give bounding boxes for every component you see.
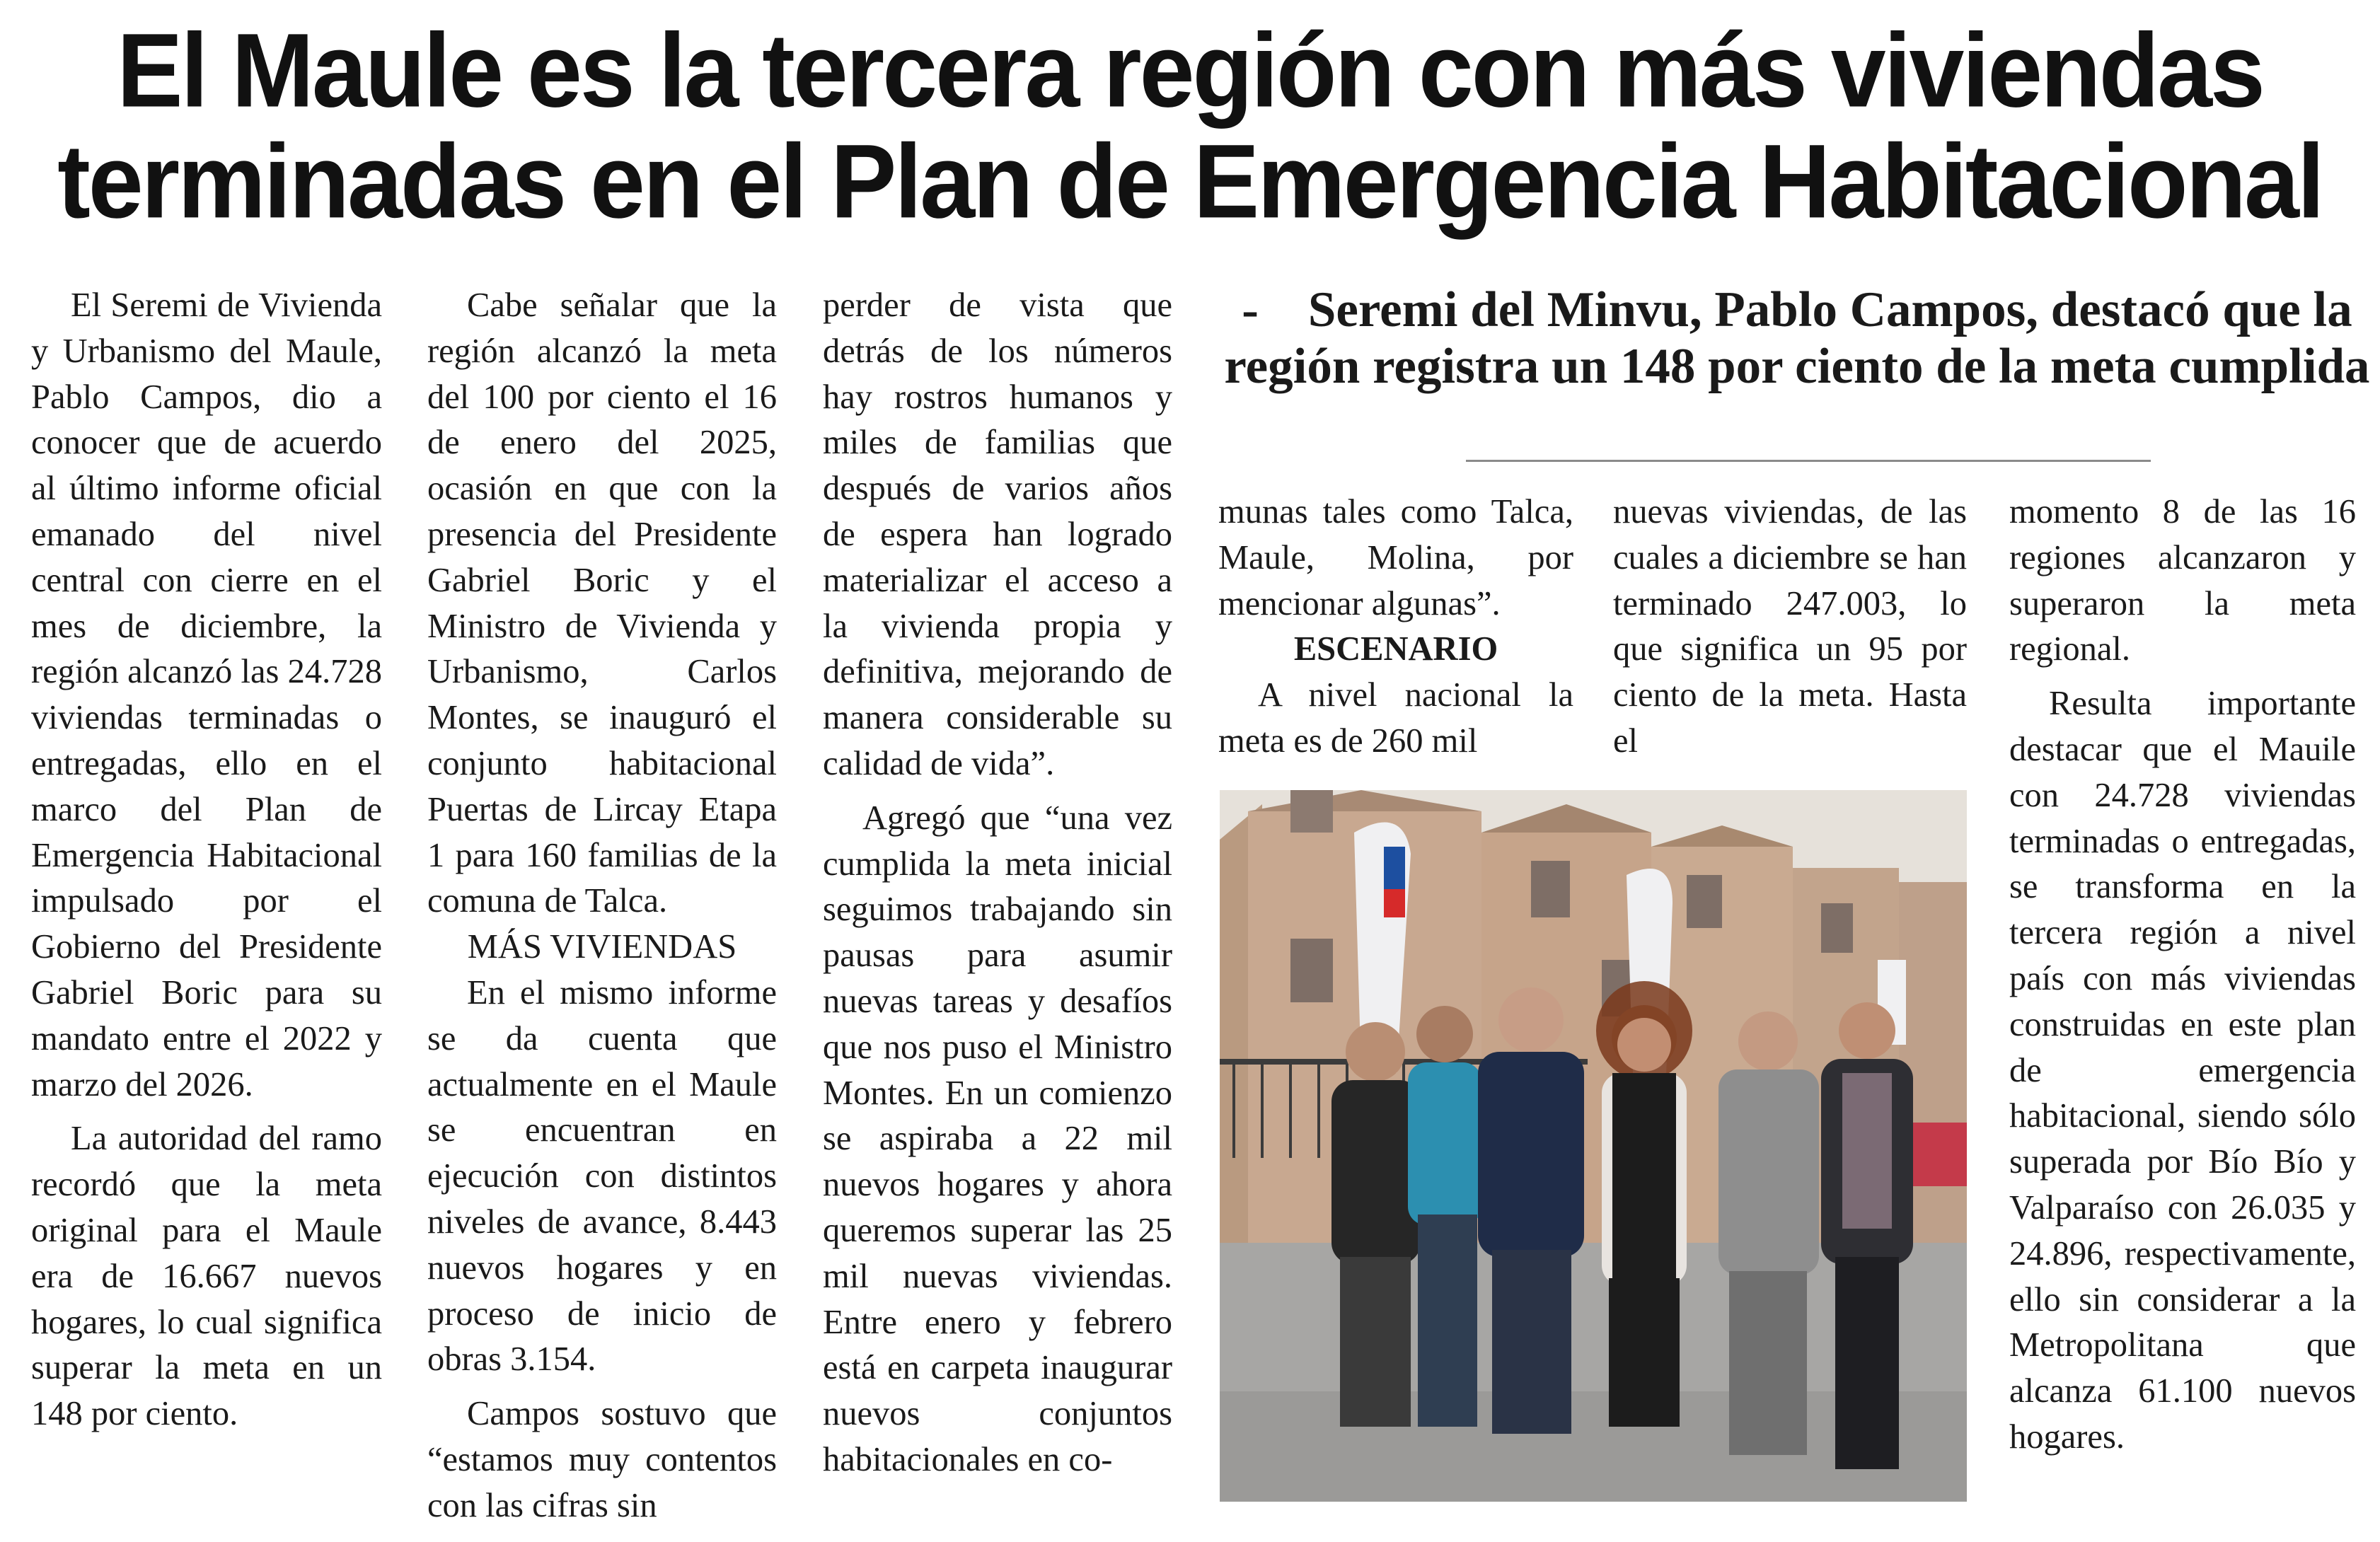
deck-dash: - [1242,282,1259,337]
paragraph-5: Campos sostuvo que “estamos muy contentos con las cifras sin [427,1395,777,1524]
column-1 [31,283,382,1437]
paragraph-11: momento 8 de las 16 regiones alcanzaron y superaron la meta regional. [2009,493,2356,668]
column-5 [1613,489,1967,765]
paragraph-7: Agregó que “una vez cumplida la meta inicial seguimos trabajando sin pausas para asumir nuevas tareas y desafíos que nos puso el Ministro Montes. En un comienzo se aspiraba a 22 mil nuevos hogares y ahora queremos superar las 25 mil nuevas viviendas. Entre enero y febrero está en carpeta inaugurar nuevos conjuntos habitacionales en co- [823,799,1172,1478]
paragraph-4: En el mismo informe se da cuenta que actualmente en el Maule se encuentran en ejecución con distintos niveles de avance, 8.443 nuevos hogares y en proceso de inicio de obras 3.154. [427,973,777,1379]
deck-text: Seremi del Minvu, Pablo Campos, destacó que la región registra un 148 por ciento de la meta cumplida [1224,282,2370,394]
paragraph-8: munas tales como Talca, Maule, Molina, por mencionar algunas”. [1218,493,1573,622]
column-3 [823,283,1172,1483]
paragraph-12: Resulta importante destacar que el Mauile con 24.728 viviendas terminadas o entregadas, se transforma en la tercera región a nivel país con más viviendas construidas en este plan de emergencia habitacional, siendo sólo superada por Bío Bío y Valparaíso con 26.035 y 24.896, respectivamente, ello sin considerar a la Metropolitana que alcanza 61.100 nuevos hogares. [2009,685,2356,1456]
paragraph-10: nuevas viviendas, de las cuales a diciembre se han terminado 247.003, lo que significa un 95 por ciento de la meta. Hasta el [1613,493,1967,760]
paragraph-9: A nivel nacional la meta es de 260 mil [1218,676,1573,760]
paragraph-3: Cabe señalar que la región alcanzó la meta del 100 por ciento el 16 de enero del 2025, ocasión en que con la presencia del Presidente Gabriel Boric y el Ministro de Vivienda y Urbanismo, Carlos Montes, se inauguró el conjunto habitacional Puertas de Lircay Etapa 1 para 160 familias de la comuna de Talca. [427,286,777,920]
paragraph-2: La autoridad del ramo recordó que la meta original para el Maule era de 16.667 nuevos hogares, lo cual significa superar la meta en un 148 por ciento. [31,1120,382,1433]
column-4 [1218,489,1573,765]
paragraph-1: El Seremi de Vivienda y Urbanismo del Maule, Pablo Campos, dio a conocer que de acuerdo al último informe oficial emanado del nivel central con cierre en el mes de diciembre, la región alcanzó las 24.728 viviendas terminadas o entregadas, ello en el marco del Plan de Emergencia Habitacional impulsado por el Gobierno del Presidente Gabriel Boric para su mandato entre el 2022 y marzo del 2026. [31,286,382,1103]
headline-line-2: terminadas en el Plan de Emergencia Habitacional [57,122,2323,240]
headline-line-1: El Maule es la tercera región con más viviendas [117,11,2263,129]
deck-subtitle [1224,282,2370,395]
subheading-mas-viviendas: MÁS VIVIENDAS [467,928,737,966]
deck-divider [1466,460,2151,462]
subheading-escenario: ESCENARIO [1293,630,1498,668]
paragraph-6: perder de vista que detrás de los números hay rostros humanos y miles de familias que después de varios años de espera han logrado materializar el acceso a la vivienda propia y definitiva, mejorando de manera considerable su calidad de vida”. [823,286,1172,782]
column-2 [427,283,777,1529]
column-6 [2009,489,2356,1461]
headline [0,11,2380,240]
news-photo [1220,790,1967,1502]
